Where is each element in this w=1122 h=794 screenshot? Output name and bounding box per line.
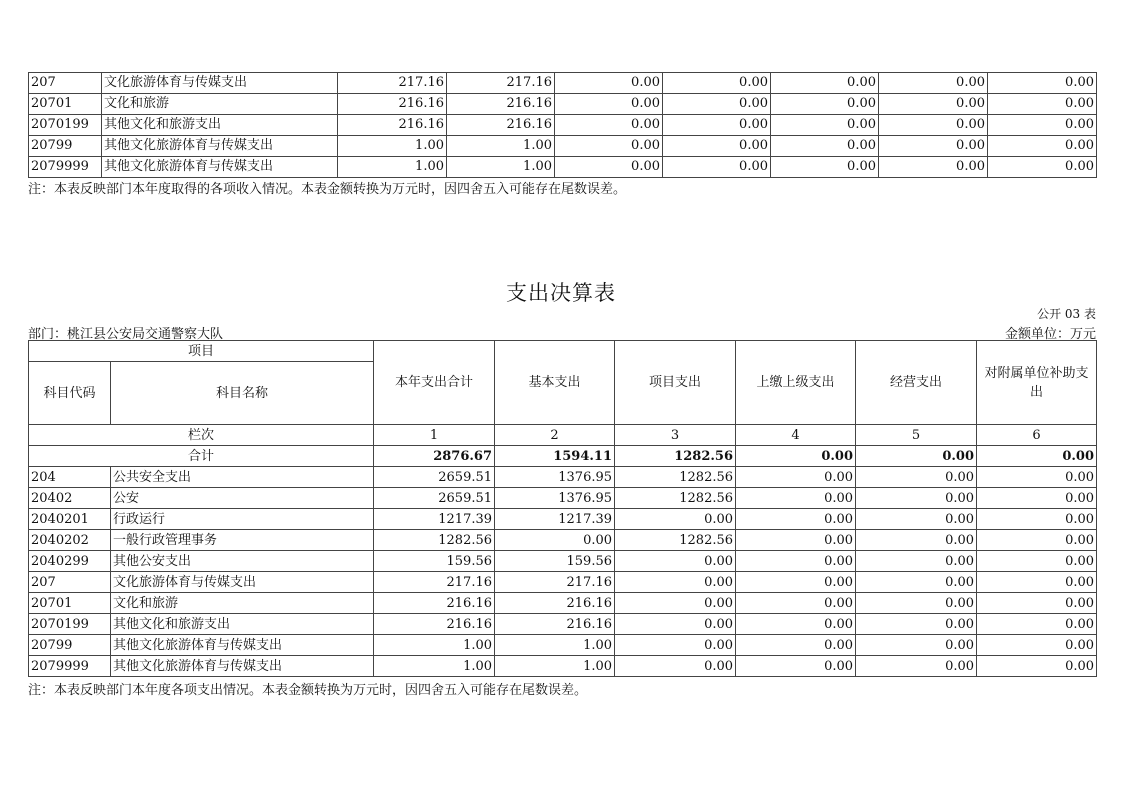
subject-name-cell: 文化和旅游 <box>102 94 338 115</box>
subject-code-cell: 20701 <box>29 593 111 614</box>
header-item: 项目 <box>29 341 374 362</box>
header-col-5: 经营支出 <box>856 341 977 425</box>
amount-cell: 0.00 <box>736 593 856 614</box>
amount-cell: 0.00 <box>615 656 736 677</box>
amount-cell: 0.00 <box>856 635 977 656</box>
form-code: 公开 03 表 <box>1037 307 1096 321</box>
amount-cell: 0.00 <box>977 467 1097 488</box>
header-col-2: 基本支出 <box>495 341 615 425</box>
table-row <box>29 593 1097 614</box>
amount-cell: 0.00 <box>856 593 977 614</box>
amount-cell: 0.00 <box>879 136 988 157</box>
subject-name-cell: 其他文化和旅游支出 <box>102 115 338 136</box>
amount-cell: 1282.56 <box>615 467 736 488</box>
amount-cell: 0.00 <box>555 157 663 178</box>
department-label: 部门：桃江县公安局交通警察大队 <box>28 327 224 342</box>
header-col-1: 本年支出合计 <box>374 341 495 425</box>
amount-cell: 216.16 <box>495 614 615 635</box>
amount-cell: 0.00 <box>736 467 856 488</box>
amount-cell: 1.00 <box>338 136 447 157</box>
amount-cell: 1217.39 <box>374 509 495 530</box>
amount-cell: 0.00 <box>555 115 663 136</box>
subject-code-cell: 207 <box>29 73 102 94</box>
amount-cell: 0.00 <box>736 551 856 572</box>
amount-cell: 0.00 <box>977 551 1097 572</box>
header-col-6: 对附属单位补助支出 <box>977 341 1097 425</box>
amount-cell: 0.00 <box>879 94 988 115</box>
amount-cell: 1.00 <box>447 157 555 178</box>
amount-cell: 0.00 <box>663 94 771 115</box>
lanci-num: 5 <box>856 425 977 446</box>
amount-cell: 1282.56 <box>615 488 736 509</box>
subject-code-cell: 2070199 <box>29 115 102 136</box>
amount-cell: 0.00 <box>977 509 1097 530</box>
amount-cell: 1.00 <box>338 157 447 178</box>
amount-cell: 1.00 <box>374 656 495 677</box>
amount-cell: 0.00 <box>977 572 1097 593</box>
amount-cell: 159.56 <box>495 551 615 572</box>
amount-cell: 0.00 <box>879 115 988 136</box>
subject-name-cell: 其他文化旅游体育与传媒支出 <box>102 157 338 178</box>
amount-cell: 1282.56 <box>374 530 495 551</box>
amount-cell: 2659.51 <box>374 488 495 509</box>
table-row <box>29 467 1097 488</box>
amount-cell: 0.00 <box>977 488 1097 509</box>
subject-code-cell: 20701 <box>29 94 102 115</box>
total-row <box>29 446 1097 467</box>
amount-cell: 0.00 <box>736 530 856 551</box>
amount-cell: 216.16 <box>374 614 495 635</box>
amount-cell: 0.00 <box>977 530 1097 551</box>
amount-cell: 0.00 <box>856 467 977 488</box>
amount-cell: 1376.95 <box>495 467 615 488</box>
header-name: 科目名称 <box>111 362 374 425</box>
amount-cell: 0.00 <box>663 157 771 178</box>
subject-name-cell: 文化旅游体育与传媒支出 <box>102 73 338 94</box>
income-table-note: 注：本表反映部门本年度取得的各项收入情况。本表金额转换为万元时，因四舍五入可能存在尾数误差。 <box>28 182 627 197</box>
lanci-row <box>29 425 1097 446</box>
amount-cell: 0.00 <box>856 488 977 509</box>
amount-cell: 0.00 <box>736 509 856 530</box>
amount-cell: 216.16 <box>374 593 495 614</box>
amount-cell: 217.16 <box>495 572 615 593</box>
total-cell: 1282.56 <box>615 446 736 467</box>
subject-code-cell: 207 <box>29 572 111 593</box>
subject-code-cell: 2070199 <box>29 614 111 635</box>
expense-table-body <box>29 341 1097 677</box>
amount-cell: 216.16 <box>338 94 447 115</box>
income-table-continued <box>28 72 1097 178</box>
subject-code-cell: 2040299 <box>29 551 111 572</box>
header-code: 科目代码 <box>29 362 111 425</box>
subject-code-cell: 20799 <box>29 635 111 656</box>
amount-cell: 0.00 <box>663 115 771 136</box>
amount-cell: 217.16 <box>338 73 447 94</box>
amount-cell: 0.00 <box>555 73 663 94</box>
subject-code-cell: 2079999 <box>29 157 102 178</box>
subject-name-cell: 其他文化旅游体育与传媒支出 <box>102 136 338 157</box>
subject-name-cell: 公共安全支出 <box>111 467 374 488</box>
amount-cell: 0.00 <box>856 509 977 530</box>
lanci-num: 2 <box>495 425 615 446</box>
amount-cell: 0.00 <box>736 614 856 635</box>
amount-cell: 216.16 <box>495 593 615 614</box>
lanci-num: 1 <box>374 425 495 446</box>
subject-name-cell: 文化旅游体育与传媒支出 <box>111 572 374 593</box>
amount-cell: 1376.95 <box>495 488 615 509</box>
table-row <box>29 157 1097 178</box>
amount-cell: 217.16 <box>374 572 495 593</box>
subject-name-cell: 文化和旅游 <box>111 593 374 614</box>
amount-cell: 0.00 <box>495 530 615 551</box>
amount-cell: 0.00 <box>736 635 856 656</box>
subject-name-cell: 行政运行 <box>111 509 374 530</box>
amount-cell: 217.16 <box>447 73 555 94</box>
subject-name-cell: 公安 <box>111 488 374 509</box>
lanci-num: 4 <box>736 425 856 446</box>
amount-cell: 0.00 <box>615 593 736 614</box>
total-label: 合计 <box>29 446 374 467</box>
amount-cell: 0.00 <box>856 551 977 572</box>
amount-cell: 2659.51 <box>374 467 495 488</box>
amount-cell: 0.00 <box>615 572 736 593</box>
unit-label: 金额单位：万元 <box>1004 327 1096 342</box>
table-row <box>29 488 1097 509</box>
expense-table-note: 注：本表反映部门本年度各项支出情况。本表金额转换为万元时，因四舍五入可能存在尾数误差。 <box>28 683 588 698</box>
amount-cell: 0.00 <box>663 73 771 94</box>
amount-cell: 0.00 <box>615 551 736 572</box>
amount-cell: 0.00 <box>555 136 663 157</box>
subject-code-cell: 20402 <box>29 488 111 509</box>
amount-cell: 0.00 <box>771 73 879 94</box>
total-cell: 1594.11 <box>495 446 615 467</box>
amount-cell: 1.00 <box>447 136 555 157</box>
header-col-3: 项目支出 <box>615 341 736 425</box>
subject-code-cell: 204 <box>29 467 111 488</box>
total-cell: 2876.67 <box>374 446 495 467</box>
amount-cell: 0.00 <box>856 656 977 677</box>
table-row <box>29 614 1097 635</box>
table-row <box>29 572 1097 593</box>
amount-cell: 0.00 <box>977 635 1097 656</box>
amount-cell: 1.00 <box>495 656 615 677</box>
amount-cell: 1.00 <box>495 635 615 656</box>
amount-cell: 0.00 <box>555 94 663 115</box>
total-cell: 0.00 <box>856 446 977 467</box>
total-cell: 0.00 <box>977 446 1097 467</box>
subject-name-cell: 其他文化旅游体育与传媒支出 <box>111 635 374 656</box>
lanci-num: 3 <box>615 425 736 446</box>
income-table-body <box>29 73 1097 178</box>
amount-cell: 0.00 <box>856 572 977 593</box>
amount-cell: 0.00 <box>771 115 879 136</box>
subject-code-cell: 20799 <box>29 136 102 157</box>
subject-name-cell: 其他公安支出 <box>111 551 374 572</box>
subject-code-cell: 2040202 <box>29 530 111 551</box>
amount-cell: 0.00 <box>771 157 879 178</box>
amount-cell: 0.00 <box>977 614 1097 635</box>
table-row <box>29 635 1097 656</box>
amount-cell: 0.00 <box>663 136 771 157</box>
amount-cell: 1.00 <box>374 635 495 656</box>
subject-name-cell: 其他文化和旅游支出 <box>111 614 374 635</box>
page-title: 支出决算表 <box>506 281 616 305</box>
amount-cell: 0.00 <box>988 136 1097 157</box>
subject-code-cell: 2040201 <box>29 509 111 530</box>
amount-cell: 216.16 <box>338 115 447 136</box>
header-row <box>29 341 1097 362</box>
amount-cell: 216.16 <box>447 94 555 115</box>
amount-cell: 0.00 <box>988 73 1097 94</box>
amount-cell: 0.00 <box>977 656 1097 677</box>
subject-name-cell: 一般行政管理事务 <box>111 530 374 551</box>
amount-cell: 0.00 <box>771 136 879 157</box>
lanci-num: 6 <box>977 425 1097 446</box>
amount-cell: 0.00 <box>856 530 977 551</box>
amount-cell: 0.00 <box>988 115 1097 136</box>
lanci-label: 栏次 <box>29 425 374 446</box>
amount-cell: 1217.39 <box>495 509 615 530</box>
amount-cell: 159.56 <box>374 551 495 572</box>
amount-cell: 0.00 <box>977 593 1097 614</box>
subject-name-cell: 其他文化旅游体育与传媒支出 <box>111 656 374 677</box>
amount-cell: 0.00 <box>615 509 736 530</box>
expense-table <box>28 340 1097 677</box>
table-row <box>29 551 1097 572</box>
table-row <box>29 656 1097 677</box>
amount-cell: 0.00 <box>771 94 879 115</box>
total-cell: 0.00 <box>736 446 856 467</box>
amount-cell: 0.00 <box>879 73 988 94</box>
amount-cell: 0.00 <box>988 157 1097 178</box>
subject-code-cell: 2079999 <box>29 656 111 677</box>
table-row <box>29 509 1097 530</box>
amount-cell: 0.00 <box>856 614 977 635</box>
table-row <box>29 530 1097 551</box>
header-col-4: 上缴上级支出 <box>736 341 856 425</box>
amount-cell: 0.00 <box>988 94 1097 115</box>
table-row <box>29 136 1097 157</box>
amount-cell: 1282.56 <box>615 530 736 551</box>
table-row <box>29 94 1097 115</box>
table-row <box>29 115 1097 136</box>
amount-cell: 0.00 <box>615 635 736 656</box>
amount-cell: 216.16 <box>447 115 555 136</box>
amount-cell: 0.00 <box>615 614 736 635</box>
amount-cell: 0.00 <box>736 488 856 509</box>
amount-cell: 0.00 <box>736 656 856 677</box>
table-row <box>29 73 1097 94</box>
amount-cell: 0.00 <box>879 157 988 178</box>
amount-cell: 0.00 <box>736 572 856 593</box>
